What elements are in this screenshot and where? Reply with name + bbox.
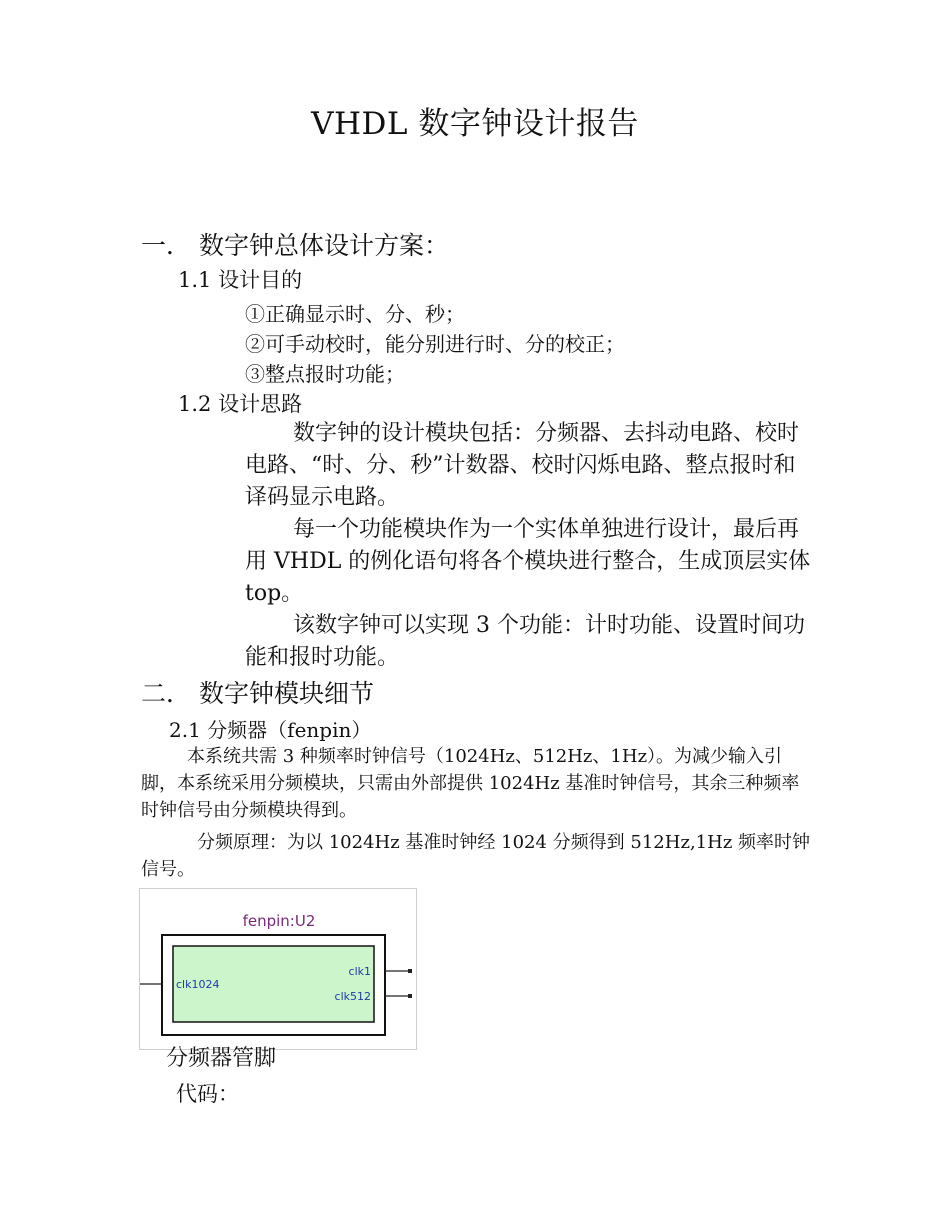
subsection-2-1-heading: 2.1 分频器（fenpin） (169, 718, 372, 742)
page-title: VHDL 数字钟设计报告 (311, 106, 639, 142)
section-1-heading: 一． 数字钟总体设计方案： (141, 231, 449, 260)
design-paragraph-2: 每一个功能模块作为一个实体单独进行设计，最后再用 VHDL 的例化语句将各个模块进行整合，生成顶层实体 top。 (245, 517, 811, 606)
figure-caption: 分频器管脚 (166, 1046, 277, 1071)
code-label: 代码： (176, 1082, 239, 1106)
output-pin-clk512 (408, 994, 412, 998)
port-clk1-label: clk1 (348, 965, 371, 978)
port-clk512-label: clk512 (334, 990, 371, 1003)
subsection-1-2-heading: 1.2 设计思路 (178, 392, 303, 416)
design-paragraph-3: 该数字钟可以实现 3 个功能：计时功能、设置时间功能和报时功能。 (245, 613, 805, 670)
goal-item-3: ③整点报时功能； (245, 362, 405, 386)
design-paragraph-1: 数字钟的设计模块包括：分频器、去抖动电路、校时电路、“时、分、秒”计数器、校时闪烁电路、整点报时和译码显示电路。 (245, 421, 800, 510)
output-pin-clk1 (408, 969, 412, 973)
fenpin-block-svg (140, 889, 416, 1049)
divider-paragraph-1: 本系统共需 3 种频率时钟信号（1024Hz、512Hz、1Hz）。为减少输入引脚，本系统采用分频模块，只需由外部提供 1024Hz 基准时钟信号，其余三种频率时钟信号由分频模块得到。 (141, 746, 800, 821)
subsection-1-1-heading: 1.1 设计目的 (178, 268, 303, 292)
section-2-heading: 二． 数字钟模块细节 (141, 679, 374, 708)
goal-item-2: ②可手动校时，能分别进行时、分的校正； (245, 332, 625, 356)
divider-paragraph-2: 分频原理：为以 1024Hz 基准时钟经 1024 分频得到 512Hz,1Hz 频率时钟信号。 (141, 832, 811, 880)
port-clk1024-label: clk1024 (176, 978, 220, 991)
fenpin-pin-diagram (139, 888, 417, 1050)
block-title: fenpin:U2 (242, 912, 316, 930)
goal-item-1: ①正确显示时、分、秒； (245, 302, 465, 326)
